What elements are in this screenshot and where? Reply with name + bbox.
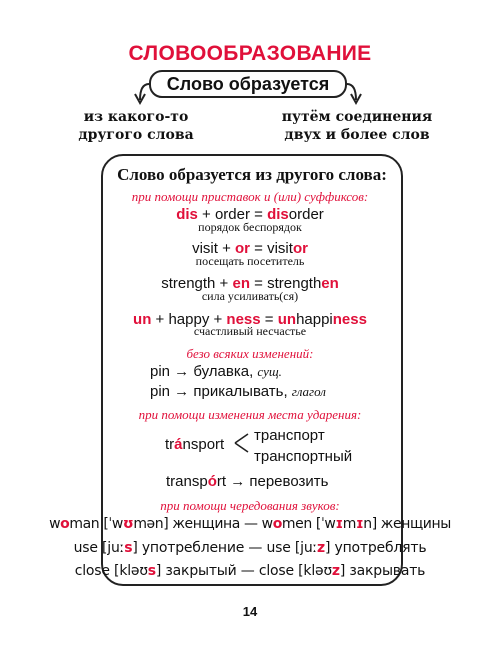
branch-right-line: двух и более слов [284,127,430,143]
affix-text: order [288,206,324,223]
sound-mark: z [331,563,340,579]
stress-upper: транспорт [254,427,325,444]
pin-row-tag: глагол [291,384,326,399]
affix-gloss: порядок беспорядок [198,220,302,234]
affix-text: strength + [161,275,233,292]
affix-text: = strength [250,275,322,292]
pin-row-text: pin → булавка, [150,363,258,380]
page-number: 14 [242,604,258,619]
box-title: Слово образуется из другого слова: [117,165,387,184]
stress-mark: á [174,436,183,453]
section-affixes: при помощи приставок и (или) суффиксов: [131,189,369,204]
sound-mark: ʊ [122,516,134,532]
pin-row-text: pin → прикалывать, [150,383,292,400]
branch-left [56,108,216,144]
affix-highlight: ness [226,311,261,328]
stress-verb [166,473,328,490]
sound-row: close [kləʊs] закрытый — close [kləʊz] закрывать [74,563,426,579]
stress-lower: транспортный [254,448,353,465]
affix-highlight: or [235,240,250,257]
branch-left-line: другого слова [78,127,194,143]
branch-left-line: из какого-то [83,109,189,125]
section-stress: при помощи изменения места ударения: [138,407,362,422]
stress-word [165,436,224,453]
sound-row: woman [ˈwʊmən] женщина — women [ˈwɪmɪn] женщины [49,516,451,532]
affix-highlight: un [277,311,297,328]
sound-mark: s [124,540,133,556]
split-arrow-icon [232,428,252,458]
affix-gloss: счастливый несчастье [193,324,307,338]
affix-text: visit + [192,240,235,257]
subtitle-box: Слово образуется [149,70,347,98]
affix-highlight: dis [176,206,198,223]
affix-gloss: посещать посетитель [195,254,305,268]
affix-text: = [260,311,278,328]
sound-mark: ɪ [355,516,364,532]
affix-text: + happy + [151,311,227,328]
sound-mark: ɪ [335,516,343,532]
affix-text: + order = [197,206,268,223]
stress-word-text: tránsport [165,436,225,453]
branch-right [272,108,442,144]
affix-text: happi [296,311,333,328]
affix-highlight: ness [332,311,367,328]
affix-highlight: en [232,275,250,292]
pin-row [150,383,326,400]
section-sounds: при помощи чередования звуков: [160,498,340,513]
sound-row: use [juːs] употребление — use [juːz] употреблять [73,540,427,556]
branch-right-line: путём соединения [281,109,433,125]
affix-highlight: or [292,240,308,257]
sound-mark: o [272,516,282,532]
pin-row-tag: сущ. [257,364,282,379]
stress-mark: ó [207,473,217,490]
affix-gloss: сила усиливать(ся) [201,289,299,303]
page-title: СЛОВООБРАЗОВАНИЕ [128,42,372,65]
sound-mark: s [147,563,156,579]
sound-mark: o [60,516,70,532]
affix-text: = visit [250,240,293,257]
stress-verb-text: transpórt → перевозить [166,473,329,490]
affix-highlight: dis [267,206,289,223]
affix-highlight: un [133,311,152,328]
sound-mark: z [317,540,325,556]
section-no-change: безо всяких изменений: [186,346,314,361]
affix-highlight: en [321,275,339,292]
pin-row [150,363,282,380]
